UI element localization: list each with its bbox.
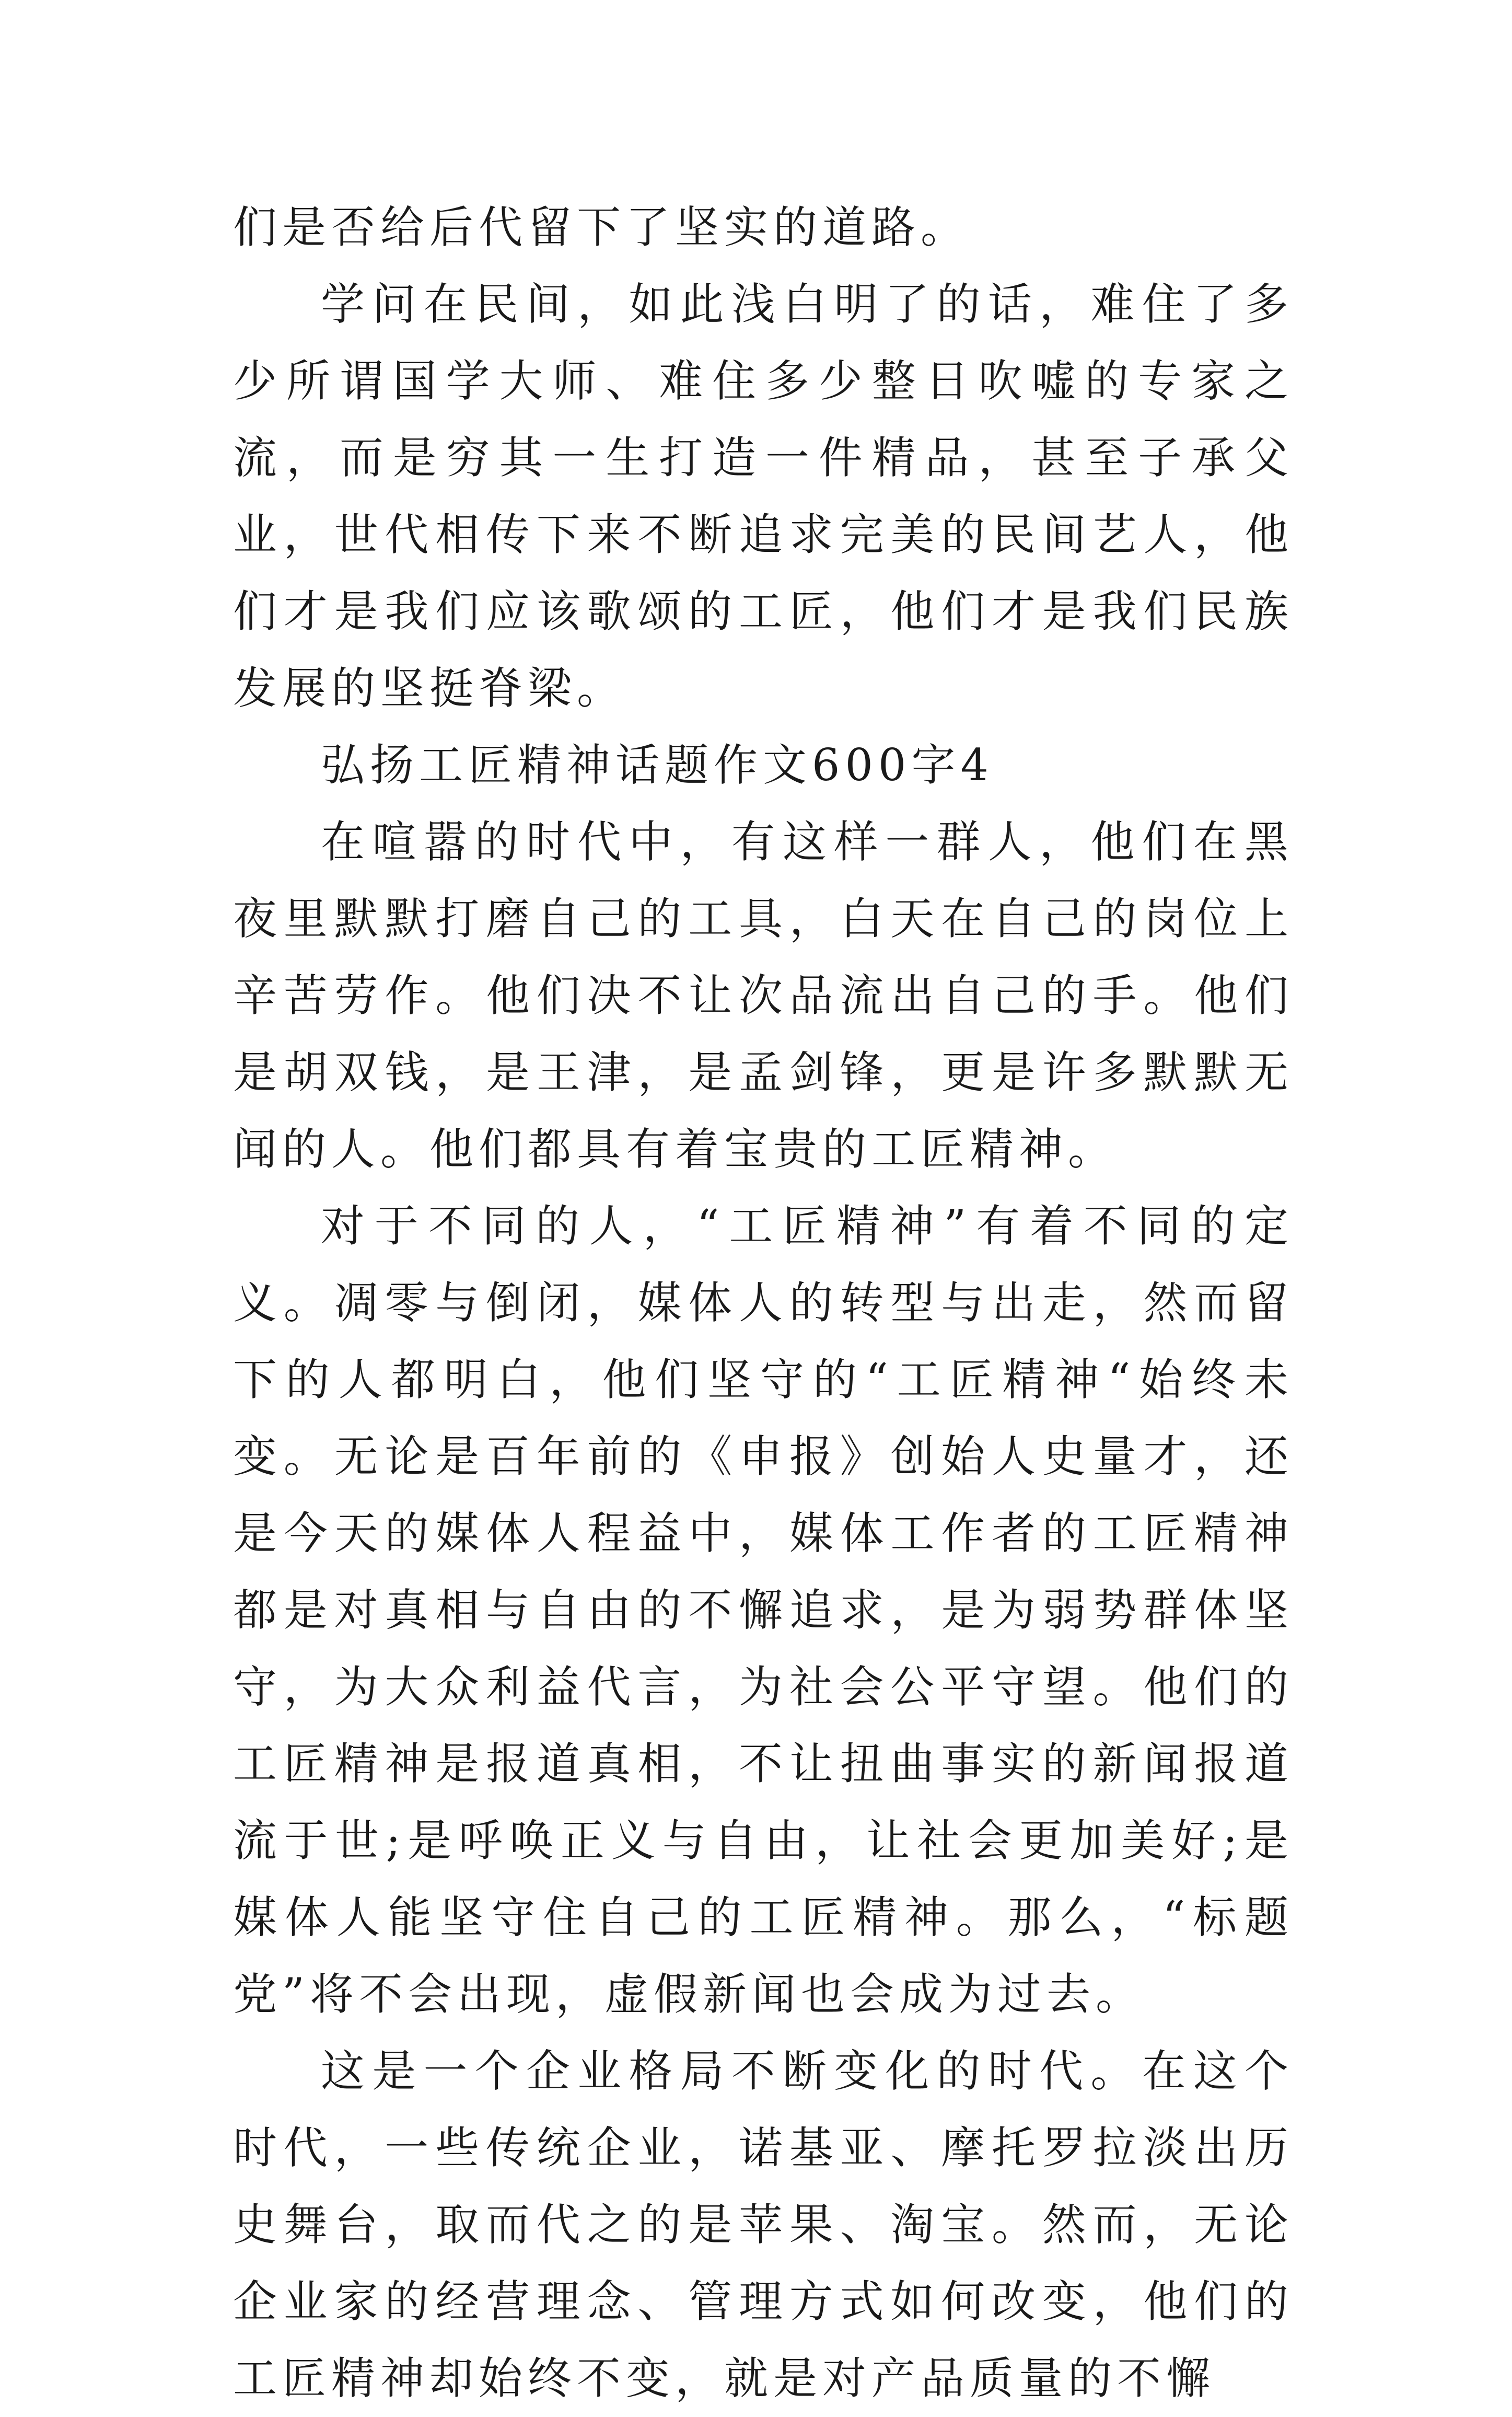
paragraph-noisy-era: 在喧嚣的时代中，有这样一群人，他们在黑夜里默默打磨自己的工具，白天在自己的岗位上辛苦劳作。他们决不让次品流出自己的手。他们是胡双钱，是王津，是孟剑锋，更是许多默默无闻的人。他们都具有着宝贵的工匠精神。	[233, 816, 1294, 1175]
paragraph-enterprise-era: 这是一个企业格局不断变化的时代。在这个时代，一些传统企业，诺基亚、摩托罗拉淡出历史舞台，取而代之的是苹果、淘宝。然而，无论企业家的经营理念、管理方式如何改变，他们的工匠精神却始终不变，就是对产品质量的不懈	[233, 2045, 1294, 2404]
paragraph-continuation: 们是否给后代留下了坚实的道路。	[233, 202, 970, 253]
essay-heading: 弘扬工匠精神话题作文600字4	[321, 739, 994, 791]
paragraph-media-spirit: 对于不同的人，“工匠精神”有着不同的定义。凋零与倒闭，媒体人的转型与出走，然而留下的人都明白，他们坚守的“工匠精神“始终未变。无论是百年前的《申报》创始人史量才，还是今天的媒体人程益中，媒体工作者的工匠精神都是对真相与自由的不懈追求，是为弱势群体坚守，为大众利益代言，为社会公平守望。他们的工匠精神是报道真相，不让扭曲事实的新闻报道流于世;是呼唤正义与自由，让社会更加美好;是媒体人能坚守住自己的工匠精神。那么，“标题党”将不会出现，虚假新闻也会成为过去。	[233, 1200, 1294, 2020]
paragraph-folk-artisans: 学问在民间，如此浅白明了的话，难住了多少所谓国学大师、难住多少整日吹嘘的专家之流，而是穷其一生打造一件精品，甚至子承父业，世代相传下来不断追求完美的民间艺人，他们才是我们应该歌颂的工匠，他们才是我们民族发展的坚挺脊梁。	[233, 279, 1294, 714]
document-body	[233, 189, 1294, 2417]
